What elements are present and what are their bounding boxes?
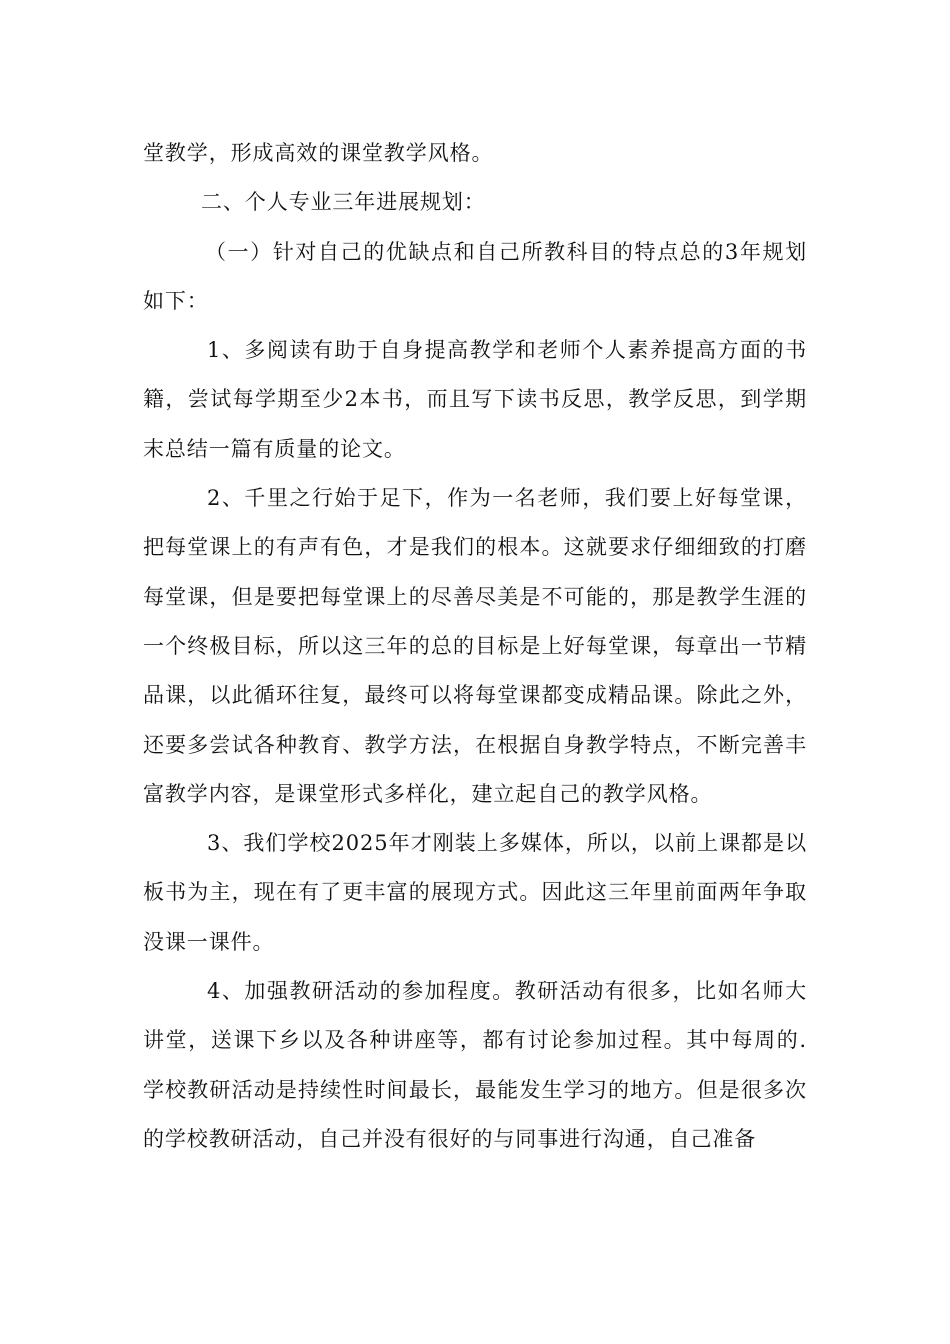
paragraph-item-3: 3、我们学校2025年才刚装上多媒体，所以，以前上课都是以板书为主，现在有了更丰富的展现方式。因此这三年里前面两年争取没课一课件。 [143,831,807,954]
paragraph-item-2: 2、千里之行始于足下，作为一名老师，我们要上好每堂课，把每堂课上的有声有色，才是我们的根本。这就要求仔细细致的打磨每堂课，但是要把每堂课上的尽善尽美是不可能的，那是教学生涯的一个终极目标，所以这三年的总的目标是上好每堂课，每章出一节精品课，以此循环往复，最终可以将每堂课都变成精品课。除此之外，还要多尝试各种教育、教学方法，在根据自身教学特点，不断完善丰富教学内容，是课堂形式多样化，建立起自己的教学风格。 [143,486,807,806]
section-heading-plan: 二、个人专业三年进展规划： [201,190,486,215]
document-body [143,129,807,1164]
paragraph-continuation: 堂教学，形成高效的课堂教学风格。 [143,141,494,165]
paragraph-item-1: 1、多阅读有助于自身提高教学和老师个人素养提高方面的书籍，尝试每学期至少2本书，而且写下读书反思，教学反思，到学期末总结一篇有质量的论文。 [143,338,807,461]
paragraph-item-4: 4、加强教研活动的参加程度。教研活动有很多，比如名师大讲堂，送课下乡以及各种讲座等，都有讨论参加过程。其中每周的.学校教研活动是持续性时间最长，最能发生学习的地方。但是很多次的学校教研活动，自己并没有很好的与同事进行沟通，自己准备 [143,979,807,1151]
subsection-heading-overview: （一）针对自己的优缺点和自己所教科目的特点总的3年规划如下： [143,239,807,313]
